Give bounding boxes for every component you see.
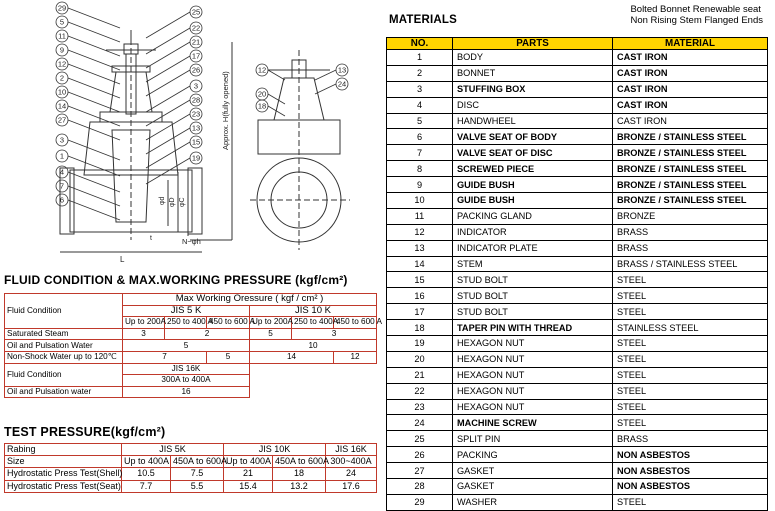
- callout-number: 17: [191, 51, 201, 61]
- fluid-header-label: Fluid Condition: [5, 294, 123, 329]
- material-row: [387, 177, 768, 193]
- callout-number: 29: [57, 3, 67, 13]
- material-row: [387, 256, 768, 272]
- material-part: STUFFING BOX: [453, 81, 613, 97]
- material-part: INDICATOR PLATE: [453, 240, 613, 256]
- material-no: 29: [387, 494, 453, 510]
- dim-L-label: L: [120, 255, 125, 264]
- material-name: BRASS / STAINLESS STEEL: [613, 256, 768, 272]
- material-part: STUD BOLT: [453, 288, 613, 304]
- material-no: 4: [387, 97, 453, 113]
- seat-label: Hydrostatic Press Test(Seat): [5, 480, 122, 492]
- callout-number: 10: [57, 87, 67, 97]
- material-no: 28: [387, 479, 453, 495]
- callout-number: 24: [337, 79, 347, 89]
- material-name: BRASS: [613, 431, 768, 447]
- size-cell: 300~400A: [326, 456, 377, 468]
- callout-number: 12: [257, 65, 267, 75]
- material-row: [387, 81, 768, 97]
- material-row: [387, 415, 768, 431]
- material-name: NON ASBESTOS: [613, 479, 768, 495]
- fluid-cell: 12: [334, 351, 377, 363]
- callout-number: 3: [59, 135, 65, 145]
- materials-title: MATERIALS: [389, 14, 458, 26]
- shell-cell: 18: [273, 468, 326, 480]
- material-no: 13: [387, 240, 453, 256]
- material-no: 23: [387, 399, 453, 415]
- material-part: STEM: [453, 256, 613, 272]
- callout-leader: [146, 42, 190, 68]
- material-row: [387, 224, 768, 240]
- material-row: [387, 240, 768, 256]
- material-name: BRONZE / STAINLESS STEEL: [613, 129, 768, 145]
- material-name: STAINLESS STEEL: [613, 320, 768, 336]
- callout-leader: [146, 56, 190, 82]
- dim-H-label: Approx. H(fully opened): [221, 71, 230, 150]
- callout-leader: [146, 114, 190, 140]
- material-name: NON ASBESTOS: [613, 447, 768, 463]
- size-label: Size: [5, 456, 122, 468]
- size-header: 450 to 600 A: [207, 317, 250, 329]
- seat-row: [5, 480, 377, 492]
- jis5k-header: JIS 5 K: [123, 305, 250, 317]
- material-name: BRONZE / STAINLESS STEEL: [613, 145, 768, 161]
- material-no: 3: [387, 81, 453, 97]
- callout-number: 7: [59, 181, 65, 191]
- material-no: 26: [387, 447, 453, 463]
- shell-cell: 21: [224, 468, 273, 480]
- material-row: [387, 336, 768, 352]
- material-row: [387, 161, 768, 177]
- material-name: BRONZE / STAINLESS STEEL: [613, 161, 768, 177]
- callout-leader: [146, 70, 190, 96]
- material-row: [387, 399, 768, 415]
- material-name: STEEL: [613, 336, 768, 352]
- callout-number: 27: [57, 115, 67, 125]
- material-no: 16: [387, 288, 453, 304]
- valve-drawing-svg: [0, 0, 380, 265]
- material-part: GASKET: [453, 463, 613, 479]
- fluid-row-label: Non-Shock Water up to 120℃: [5, 351, 123, 363]
- material-part: HEXAGON NUT: [453, 399, 613, 415]
- empty-area: [250, 363, 377, 398]
- callout-leader: [268, 94, 285, 104]
- material-part: HEXAGON NUT: [453, 383, 613, 399]
- material-row: [387, 113, 768, 129]
- callout-number: 2: [59, 73, 65, 83]
- material-row: [387, 272, 768, 288]
- material-row: [387, 494, 768, 510]
- material-name: CAST IRON: [613, 113, 768, 129]
- jis16k-value: 16: [123, 386, 250, 398]
- material-name: BRONZE: [613, 208, 768, 224]
- material-row: [387, 208, 768, 224]
- callout-number: 20: [257, 89, 267, 99]
- material-name: STEEL: [613, 351, 768, 367]
- callout-number: 21: [191, 37, 201, 47]
- callout-number: 22: [191, 23, 201, 33]
- material-row: [387, 351, 768, 367]
- material-name: STEEL: [613, 288, 768, 304]
- material-name: STEEL: [613, 383, 768, 399]
- material-name: CAST IRON: [613, 97, 768, 113]
- header-no: NO.: [387, 38, 453, 50]
- material-row: [387, 320, 768, 336]
- max-pressure-header: Max Working Oressure ( kgf / cm² ): [123, 294, 377, 306]
- callout-number: 26: [191, 65, 201, 75]
- fluid-row-water: [5, 351, 377, 363]
- jis16k-header: JIS 16K: [123, 363, 250, 375]
- seat-cell: 7.7: [122, 480, 171, 492]
- diameter-label: φD: [169, 197, 176, 207]
- callout-leader: [315, 84, 336, 94]
- material-name: CAST IRON: [613, 81, 768, 97]
- fluid-row-oil: [5, 340, 377, 352]
- shell-cell: 10.5: [122, 468, 171, 480]
- material-row: [387, 129, 768, 145]
- material-row: [387, 50, 768, 66]
- fluid-sub-label: Fluid Condition: [5, 363, 123, 386]
- header-note-line-1: Bolted Bonnet Renewable seat: [630, 4, 761, 15]
- material-name: STEEL: [613, 367, 768, 383]
- size-cell: 450A to 600A: [171, 456, 224, 468]
- callout-leader: [146, 28, 190, 54]
- diameter-label: φd: [159, 196, 166, 205]
- material-part: INDICATOR: [453, 224, 613, 240]
- material-part: HANDWHEEL: [453, 113, 613, 129]
- size-header: 250 to 400 A: [165, 317, 207, 329]
- material-row: [387, 304, 768, 320]
- seat-cell: 13.2: [273, 480, 326, 492]
- material-no: 8: [387, 161, 453, 177]
- jis10k-header: JIS 10 K: [250, 305, 377, 317]
- material-row: [387, 463, 768, 479]
- materials-table: [386, 37, 768, 511]
- material-no: 2: [387, 65, 453, 81]
- jis16k-size: 300A to 400A: [123, 375, 250, 387]
- material-no: 15: [387, 272, 453, 288]
- callout-number: 3: [193, 81, 199, 91]
- material-row: [387, 383, 768, 399]
- material-part: SPLIT PIN: [453, 431, 613, 447]
- material-name: STEEL: [613, 272, 768, 288]
- fluid-row-label: Oil and Pulsation Water: [5, 340, 123, 352]
- fluid-cell: 2: [165, 328, 250, 340]
- size-header: 450 to 600 A: [334, 317, 377, 329]
- material-part: GUIDE BUSH: [453, 177, 613, 193]
- callout-number: 4: [59, 167, 65, 177]
- material-no: 10: [387, 193, 453, 209]
- material-part: HEXAGON NUT: [453, 351, 613, 367]
- material-no: 20: [387, 351, 453, 367]
- material-part: VALVE SEAT OF BODY: [453, 129, 613, 145]
- material-no: 17: [387, 304, 453, 320]
- seat-cell: 15.4: [224, 480, 273, 492]
- shell-cell: 7.5: [171, 468, 224, 480]
- shell-row: [5, 468, 377, 480]
- material-part: TAPER PIN WITH THREAD: [453, 320, 613, 336]
- right-flange: [188, 168, 202, 234]
- material-name: STEEL: [613, 494, 768, 510]
- material-no: 7: [387, 145, 453, 161]
- fluid-condition-title: FLUID CONDITION & MAX.WORKING PRESSURE (kgf/cm²): [4, 273, 348, 287]
- material-part: STUD BOLT: [453, 272, 613, 288]
- header-note-line-2: Non Rising Stem Flanged Ends: [630, 15, 763, 26]
- callout-number: 18: [257, 101, 267, 111]
- dim-t-label: t: [150, 235, 152, 242]
- size-header: Up to 200A: [250, 317, 292, 329]
- jis16k-header: JIS 16K: [326, 444, 377, 456]
- material-row: [387, 288, 768, 304]
- material-name: STEEL: [613, 399, 768, 415]
- callout-number: 1: [59, 151, 65, 161]
- material-no: 18: [387, 320, 453, 336]
- shell-label: Hydrostatic Press Test(Shell): [5, 468, 122, 480]
- diameter-label: φC: [179, 197, 186, 207]
- materials-body: [387, 50, 768, 511]
- callout-leader: [146, 12, 190, 38]
- header-parts: PARTS: [453, 38, 613, 50]
- material-name: CAST IRON: [613, 50, 768, 66]
- material-name: BRASS: [613, 240, 768, 256]
- callout-number: 12: [57, 59, 67, 69]
- seat-cell: 17.6: [326, 480, 377, 492]
- material-no: 5: [387, 113, 453, 129]
- material-part: BODY: [453, 50, 613, 66]
- material-part: PACKING GLAND: [453, 208, 613, 224]
- material-name: BRONZE / STAINLESS STEEL: [613, 193, 768, 209]
- material-no: 6: [387, 129, 453, 145]
- fluid-cell: 10: [250, 340, 377, 352]
- material-no: 12: [387, 224, 453, 240]
- material-no: 22: [387, 383, 453, 399]
- rabing-label: Rabing: [5, 444, 122, 456]
- material-row: [387, 65, 768, 81]
- callout-number: 28: [191, 95, 201, 105]
- callout-leader: [146, 142, 190, 168]
- fluid-cell: 5: [123, 340, 250, 352]
- material-part: GUIDE BUSH: [453, 193, 613, 209]
- material-part: BONNET: [453, 65, 613, 81]
- callout-number: 19: [191, 153, 201, 163]
- material-name: STEEL: [613, 304, 768, 320]
- jis5k-header: JIS 5K: [122, 444, 224, 456]
- shell-cell: 24: [326, 468, 377, 480]
- fluid-condition-table: [4, 293, 382, 398]
- callout-leader: [68, 156, 120, 176]
- callout-number: 9: [59, 45, 65, 55]
- callout-leader: [268, 70, 285, 80]
- seat-cell: 5.5: [171, 480, 224, 492]
- fluid-cell: 5: [207, 351, 250, 363]
- callout-leader: [315, 70, 336, 80]
- callout-leader: [146, 128, 190, 154]
- material-name: NON ASBESTOS: [613, 463, 768, 479]
- callout-number: 5: [59, 17, 65, 27]
- test-pressure-title: TEST PRESSURE(kgf/cm²): [4, 425, 166, 439]
- material-no: 27: [387, 463, 453, 479]
- material-part: STUD BOLT: [453, 304, 613, 320]
- callout-number: 13: [337, 65, 347, 75]
- material-row: [387, 431, 768, 447]
- material-no: 21: [387, 367, 453, 383]
- fluid-cell: 14: [250, 351, 334, 363]
- callout-number: 11: [58, 31, 66, 41]
- material-part: GASKET: [453, 479, 613, 495]
- dim-n-label: N−φh: [182, 237, 201, 246]
- test-pressure-table: [4, 443, 377, 493]
- valve-drawing: [0, 0, 380, 265]
- material-no: 11: [387, 208, 453, 224]
- material-part: PACKING: [453, 447, 613, 463]
- callout-number: 13: [191, 123, 201, 133]
- material-row: [387, 145, 768, 161]
- material-name: STEEL: [613, 415, 768, 431]
- material-no: 24: [387, 415, 453, 431]
- material-part: WASHER: [453, 494, 613, 510]
- material-no: 25: [387, 431, 453, 447]
- material-no: 1: [387, 50, 453, 66]
- fluid-cell: 5: [250, 328, 292, 340]
- jis10k-header: JIS 10K: [224, 444, 326, 456]
- fluid-row-label: Saturated Steam: [5, 328, 123, 340]
- material-part: HEXAGON NUT: [453, 336, 613, 352]
- callout-number: 14: [57, 101, 67, 111]
- size-cell: Up to 400A: [224, 456, 273, 468]
- material-part: VALVE SEAT OF DISC: [453, 145, 613, 161]
- fluid-cell: 7: [123, 351, 207, 363]
- callout-number: 25: [191, 7, 201, 17]
- material-no: 9: [387, 177, 453, 193]
- size-header: 250 to 400A: [292, 317, 334, 329]
- callout-number: 23: [191, 109, 201, 119]
- material-part: DISC: [453, 97, 613, 113]
- header-material: MATERIAL: [613, 38, 768, 50]
- material-row: [387, 367, 768, 383]
- material-row: [387, 97, 768, 113]
- fluid-cell: 3: [123, 328, 165, 340]
- material-part: SCREWED PIECE: [453, 161, 613, 177]
- material-no: 19: [387, 336, 453, 352]
- material-row: [387, 193, 768, 209]
- size-cell: 450A to 600A: [273, 456, 326, 468]
- material-name: BRONZE / STAINLESS STEEL: [613, 177, 768, 193]
- material-row: [387, 447, 768, 463]
- material-part: MACHINE SCREW: [453, 415, 613, 431]
- callout-number: 15: [191, 137, 201, 147]
- size-cell: Up to 400A: [122, 456, 171, 468]
- fluid-cell: 3: [292, 328, 377, 340]
- material-row: [387, 479, 768, 495]
- material-name: BRASS: [613, 224, 768, 240]
- callout-leader: [146, 86, 190, 112]
- header-note: [630, 4, 763, 26]
- material-no: 14: [387, 256, 453, 272]
- size-header: Up to 200A: [123, 317, 165, 329]
- fluid-row-steam: [5, 328, 377, 340]
- material-part: HEXAGON NUT: [453, 367, 613, 383]
- material-name: CAST IRON: [613, 65, 768, 81]
- fluid-sub-label: Oil and Pulsation water: [5, 386, 123, 398]
- callout-number: 6: [59, 195, 65, 205]
